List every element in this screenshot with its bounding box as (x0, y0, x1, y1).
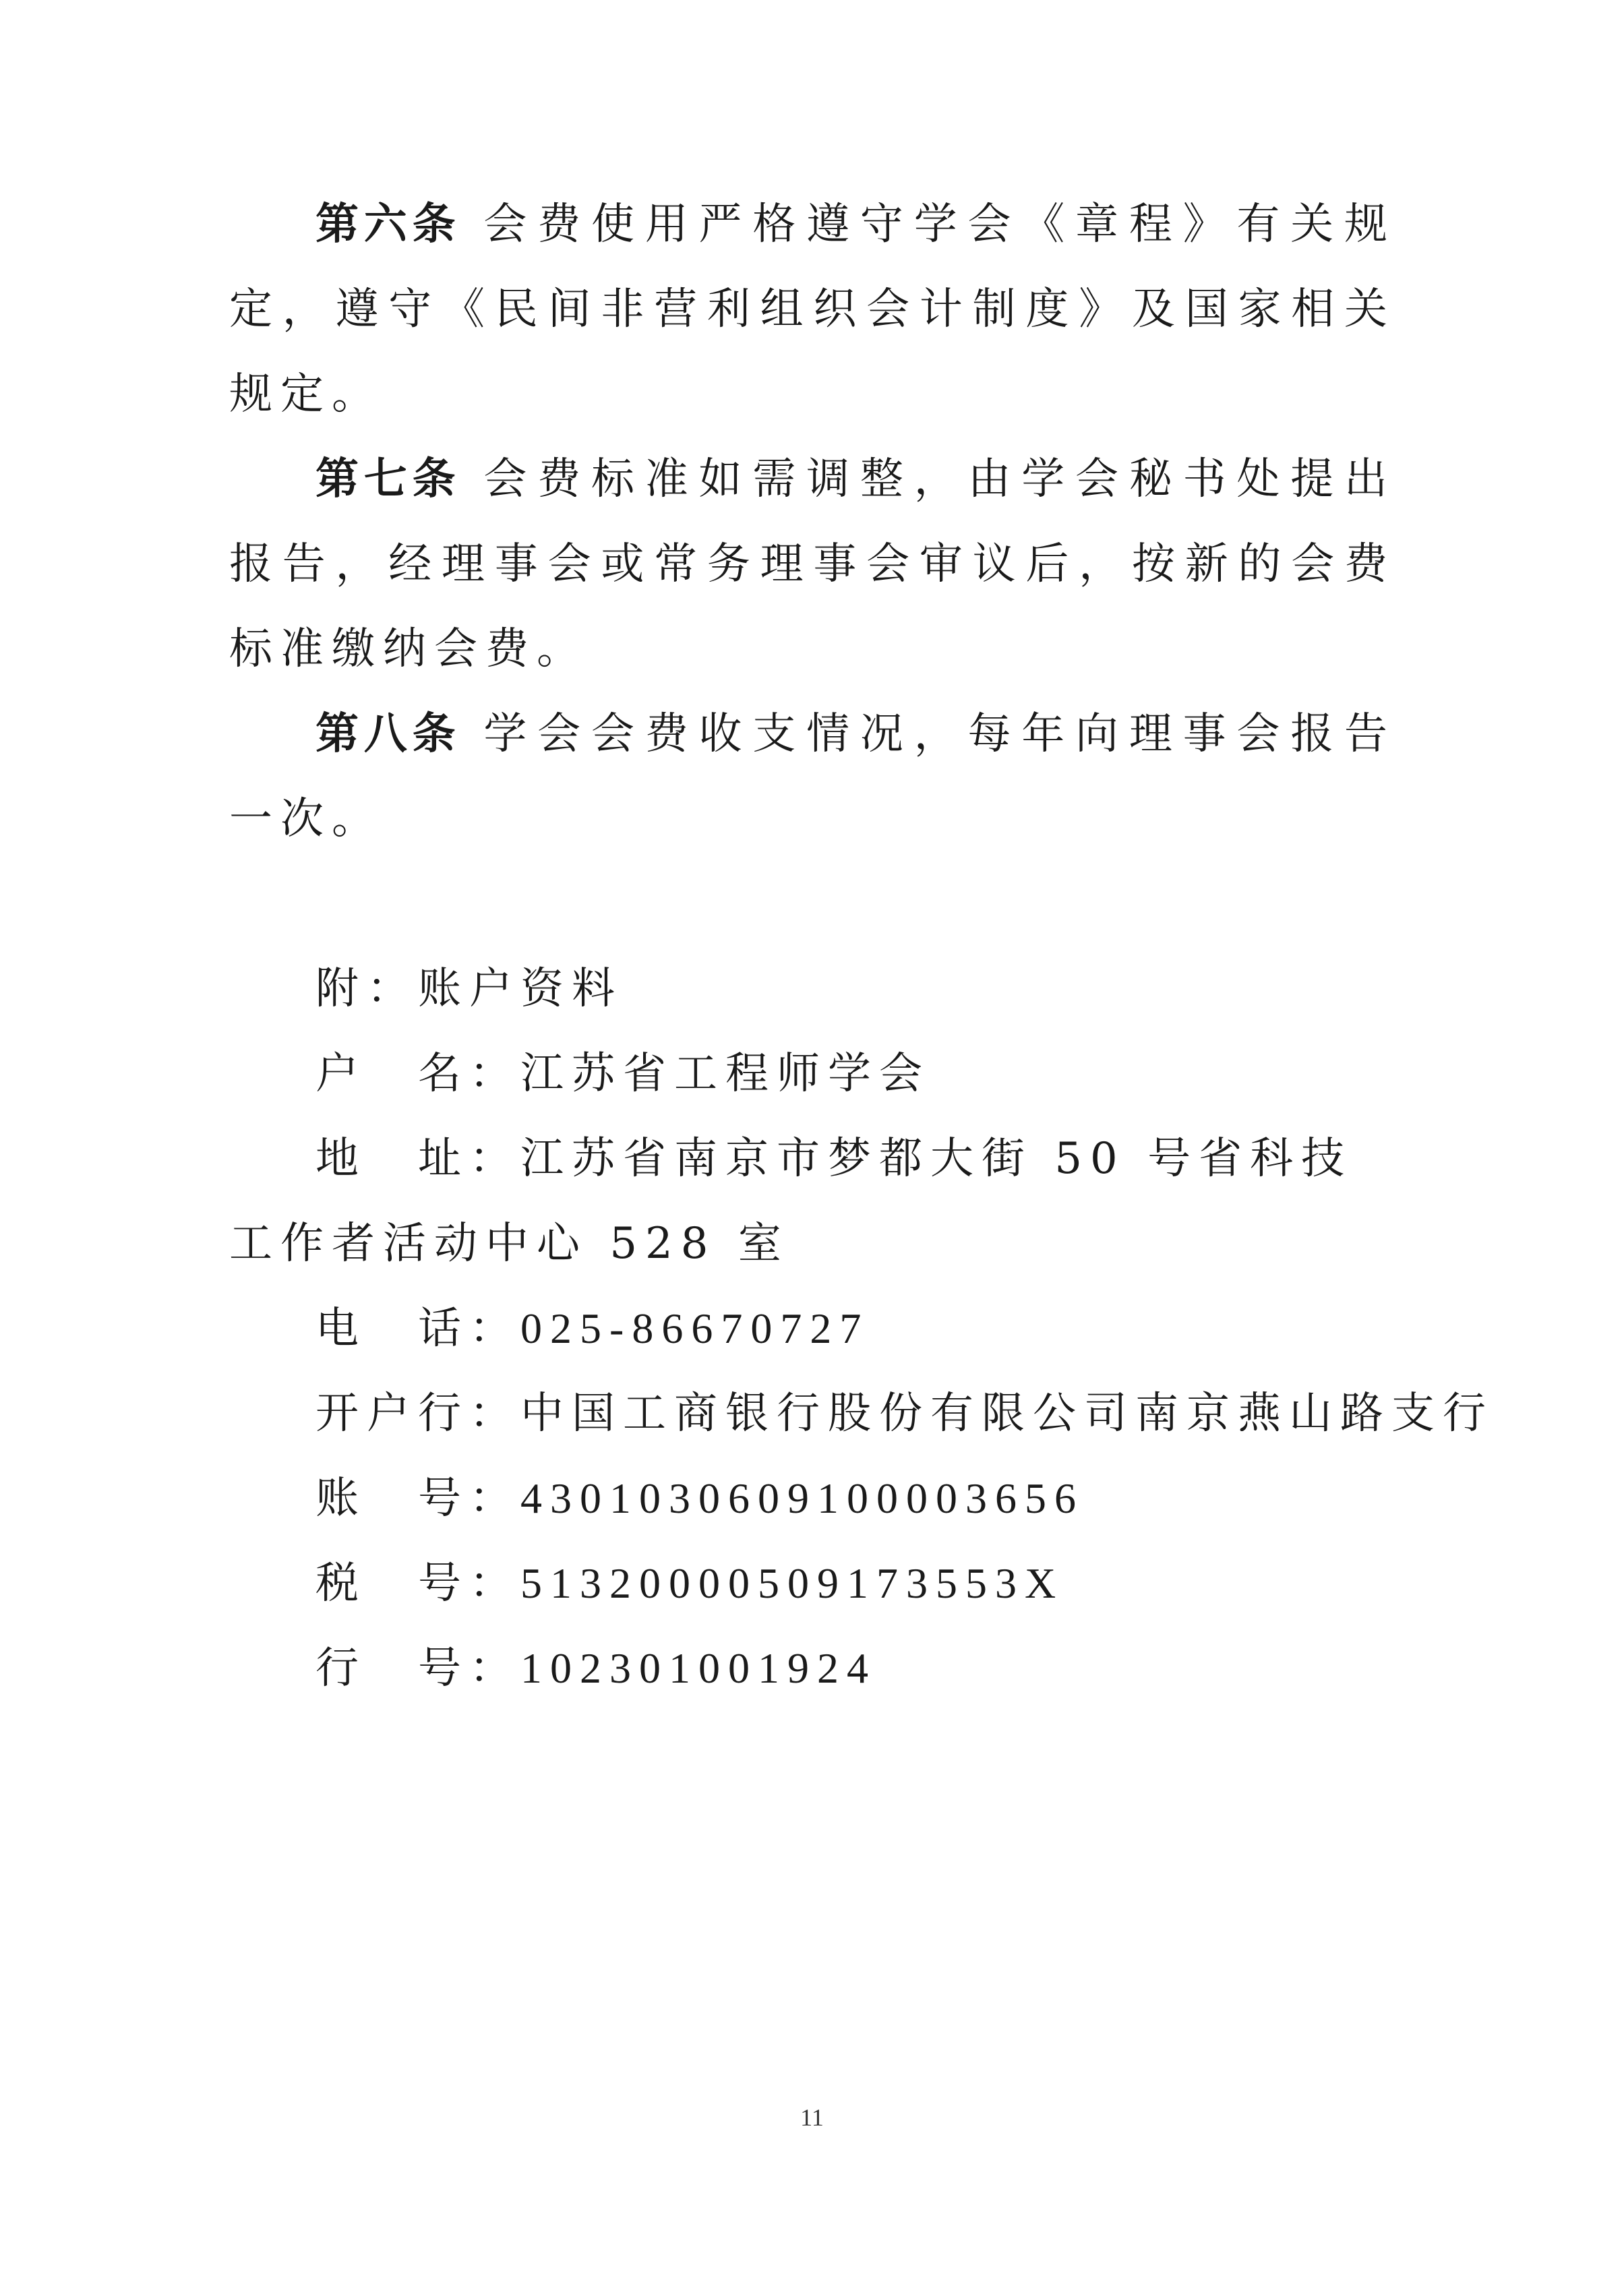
account-number-label: 账 号： (315, 1474, 520, 1524)
article-text: 会费使用严格遵守学会《章程》有关规定，遵守《民间非营利组织会计制度》及国家相关规定。 (229, 200, 1396, 419)
bank-code-row (229, 1626, 1395, 1711)
bank-label: 开户行： (315, 1389, 520, 1439)
article-text: 学会会费收支情况，每年向理事会报告一次。 (229, 709, 1396, 844)
address-value: 江苏省南京市梦都大街 50 号省科技工作者活动中心 528 室 (229, 1134, 1353, 1269)
account-number-row (229, 1456, 1395, 1541)
bank-code-label: 行 号： (315, 1644, 520, 1693)
bank-row (229, 1371, 1494, 1456)
address-row (229, 1116, 1395, 1286)
bank-value: 中国工商银行股份有限公司南京燕山路支行 (520, 1389, 1494, 1439)
document-body (229, 182, 1494, 1711)
address-label: 地 址： (315, 1134, 520, 1184)
tax-number-value: 51320000509173553X (520, 1559, 1064, 1607)
account-name-label: 户 名： (315, 1049, 520, 1099)
phone-value: 025-86670727 (520, 1304, 870, 1352)
article-8 (229, 692, 1395, 862)
article-number: 第六条 (315, 200, 461, 249)
account-info-section (229, 946, 1494, 1711)
page-number: 11 (800, 2104, 824, 2131)
phone-label: 电 话： (315, 1304, 520, 1354)
tax-number-label: 税 号： (315, 1559, 520, 1608)
account-name-value: 江苏省工程师学会 (520, 1049, 930, 1099)
article-7 (229, 437, 1395, 692)
article-text: 会费标准如需调整，由学会秘书处提出报告，经理事会或常务理事会审议后，按新的会费标准缴纳会费。 (229, 454, 1396, 674)
article-number: 第七条 (315, 454, 461, 504)
bank-code-value: 102301001924 (520, 1644, 876, 1692)
article-number: 第八条 (315, 709, 461, 759)
appendix-heading: 附：账户资料 (315, 964, 623, 1014)
article-6 (229, 182, 1395, 437)
phone-row (229, 1286, 1395, 1371)
tax-number-row (229, 1541, 1395, 1626)
account-name-row (229, 1031, 1395, 1116)
account-number-value: 4301030609100003656 (520, 1474, 1084, 1522)
